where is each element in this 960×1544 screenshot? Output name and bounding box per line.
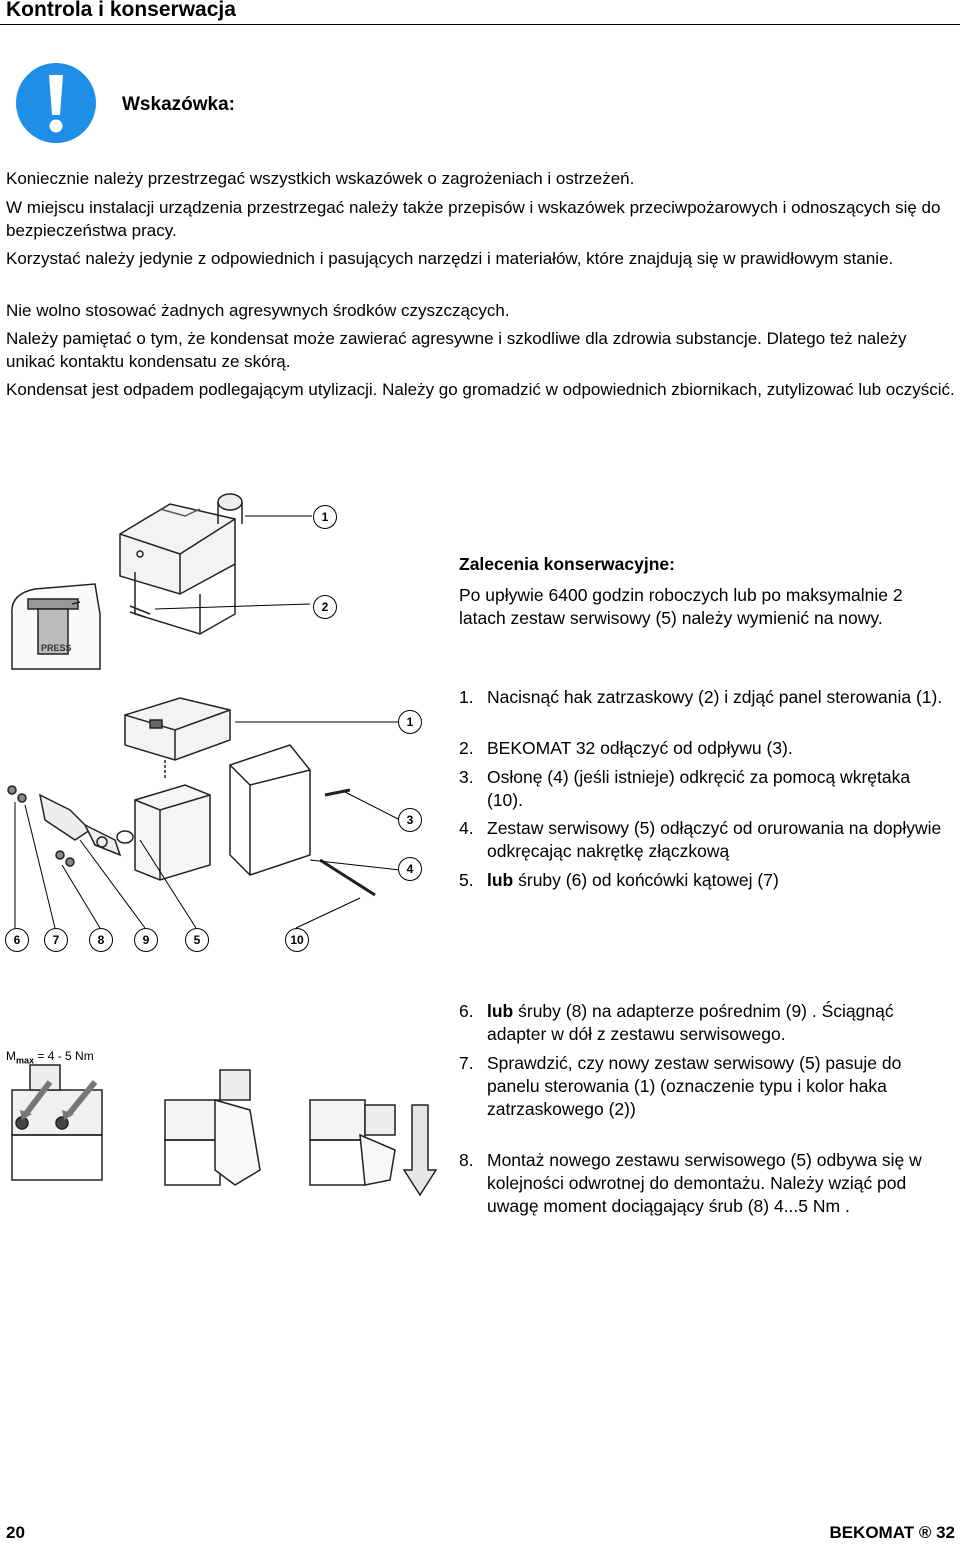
paragraph-5: Należy pamiętać o tym, że kondensat może zawierać agresywne i szkodliwe dla zdrowia substancje. Dlatego też należy unikać kontaktu kondensatu ze skórą. [6,329,907,371]
callout-fig2-1: 1 [398,710,422,734]
torque-label: $M_{max} = 4 - 5$ Nm [6,1049,94,1066]
paragraph-6: Kondensat jest odpadem podlegającym utylizacji. Należy go gromadzić w odpowiednich zbiornikach, zutylizować lub oczyścić. [6,380,955,399]
paragraph-4: Nie wolno stosować żadnych agresywnych środków czyszczących. [6,301,510,320]
callout-9: 9 [134,928,158,952]
page-title: Kontrola i konserwacja [6,0,236,21]
callout-6: 6 [5,928,29,952]
warning-exclamation-icon [16,63,96,143]
callout-2: 2 [313,595,337,619]
title-divider [0,24,960,25]
note-label: Wskazówka: [122,94,235,115]
callout-7: 7 [44,928,68,952]
adapter-figure [0,1060,450,1200]
maintenance-title: Zalecenia konserwacyjne: [459,554,675,574]
callout-fig2-3: 3 [398,808,422,832]
press-label: PRESS [41,643,72,653]
callout-8: 8 [89,928,113,952]
paragraph-3: Korzystać należy jedynie z odpowiednich i pasujących narzędzi i materiałów, które znajdują się w prawidłowym stanie. [6,249,894,268]
product-name: BEKOMAT ® 32 [829,1523,955,1542]
paragraph-2: W miejscu instalacji urządzenia przestrzegać należy także przepisów i wskazówek przeciwpożarowych i odnoszących się do bezpieczeństwa pracy. [6,198,941,240]
maintenance-text: Po upływie 6400 godzin roboczych lub po maksymalnie 2 latach zestaw serwisowy (5) należy wymienić na nowy. [459,585,903,628]
callout-5: 5 [185,928,209,952]
callout-1: 1 [313,505,337,529]
callout-fig2-4: 4 [398,857,422,881]
callout-10: 10 [285,928,309,952]
device-figure-1 [0,484,350,674]
exploded-view-figure [0,690,440,930]
paragraph-1: Koniecznie należy przestrzegać wszystkich wskazówek o zagrożeniach i ostrzeżeń. [6,169,635,188]
page-number: 20 [6,1523,25,1542]
